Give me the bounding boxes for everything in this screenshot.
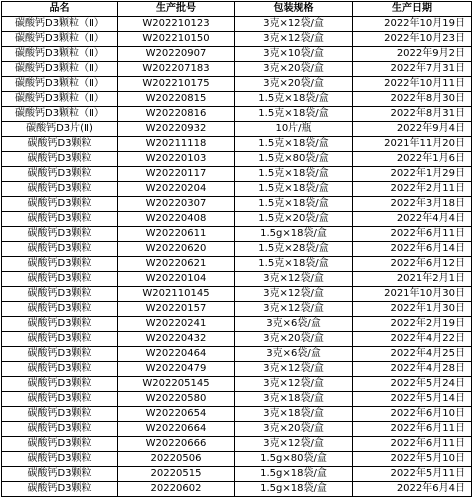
cell-batch-number: 20220506 xyxy=(118,452,235,467)
cell-batch-number: W202210123 xyxy=(118,17,235,32)
cell-product-name: 碳酸钙D3颗粒 xyxy=(2,407,118,422)
cell-production-date: 2022年5月24日 xyxy=(353,377,472,392)
header-production-date: 生产日期 xyxy=(353,2,472,17)
cell-production-date: 2022年10月23日 xyxy=(353,32,472,47)
cell-package-spec: 3克×12袋/盒 xyxy=(235,17,353,32)
table-row xyxy=(2,452,472,467)
table-row xyxy=(2,437,472,452)
cell-product-name: 碳酸钙D3颗粒（Ⅱ） xyxy=(2,17,118,32)
cell-production-date: 2022年4月25日 xyxy=(353,347,472,362)
table-row xyxy=(2,107,472,122)
cell-product-name: 碳酸钙D3颗粒 xyxy=(2,212,118,227)
header-package-spec: 包装规格 xyxy=(235,2,353,17)
cell-package-spec: 3克×6袋/盒 xyxy=(235,347,353,362)
cell-product-name: 碳酸钙D3颗粒 xyxy=(2,152,118,167)
cell-batch-number: W202210175 xyxy=(118,77,235,92)
cell-batch-number: W20220666 xyxy=(118,437,235,452)
header-row xyxy=(2,2,472,17)
cell-package-spec: 1.5克×18袋/盒 xyxy=(235,92,353,107)
table-row xyxy=(2,62,472,77)
cell-batch-number: W20220932 xyxy=(118,122,235,137)
cell-product-name: 碳酸钙D3颗粒（Ⅱ） xyxy=(2,77,118,92)
table-row xyxy=(2,197,472,212)
cell-production-date: 2022年5月10日 xyxy=(353,452,472,467)
table-row xyxy=(2,422,472,437)
cell-package-spec: 3克×20袋/盒 xyxy=(235,62,353,77)
cell-package-spec: 3克×18袋/盒 xyxy=(235,407,353,422)
cell-package-spec: 3克×12袋/盒 xyxy=(235,32,353,47)
cell-package-spec: 3克×12袋/盒 xyxy=(235,362,353,377)
cell-product-name: 碳酸钙D3颗粒 xyxy=(2,332,118,347)
cell-batch-number: W20220432 xyxy=(118,332,235,347)
cell-batch-number: W20220664 xyxy=(118,422,235,437)
cell-product-name: 碳酸钙D3颗粒 xyxy=(2,452,118,467)
cell-production-date: 2022年6月11日 xyxy=(353,437,472,452)
table-row xyxy=(2,32,472,47)
cell-batch-number: W20220104 xyxy=(118,272,235,287)
cell-product-name: 碳酸钙D3颗粒 xyxy=(2,482,118,497)
cell-production-date: 2022年4月28日 xyxy=(353,362,472,377)
cell-production-date: 2022年10月19日 xyxy=(353,17,472,32)
table-row xyxy=(2,317,472,332)
table-row xyxy=(2,407,472,422)
cell-production-date: 2022年6月11日 xyxy=(353,227,472,242)
cell-package-spec: 1.5g×18袋/盒 xyxy=(235,482,353,497)
table-row xyxy=(2,377,472,392)
cell-product-name: 碳酸钙D3颗粒 xyxy=(2,257,118,272)
cell-production-date: 2022年2月19日 xyxy=(353,317,472,332)
cell-package-spec: 1.5克×28袋/盒 xyxy=(235,242,353,257)
table-row xyxy=(2,347,472,362)
cell-product-name: 碳酸钙D3颗粒（Ⅱ） xyxy=(2,107,118,122)
table-row xyxy=(2,122,472,137)
cell-product-name: 碳酸钙D3颗粒（Ⅱ） xyxy=(2,32,118,47)
cell-batch-number: 20220515 xyxy=(118,467,235,482)
cell-product-name: 碳酸钙D3颗粒 xyxy=(2,467,118,482)
cell-production-date: 2022年1月6日 xyxy=(353,152,472,167)
cell-package-spec: 3克×10袋/盒 xyxy=(235,47,353,62)
cell-batch-number: W20211118 xyxy=(118,137,235,152)
table-row xyxy=(2,212,472,227)
cell-batch-number: W20220103 xyxy=(118,152,235,167)
cell-product-name: 碳酸钙D3颗粒 xyxy=(2,167,118,182)
table-row xyxy=(2,392,472,407)
cell-batch-number: W20220620 xyxy=(118,242,235,257)
cell-product-name: 碳酸钙D3颗粒（Ⅱ） xyxy=(2,92,118,107)
cell-batch-number: W202207183 xyxy=(118,62,235,77)
cell-package-spec: 3克×18袋/盒 xyxy=(235,392,353,407)
cell-production-date: 2021年10月30日 xyxy=(353,287,472,302)
cell-package-spec: 3克×12袋/盒 xyxy=(235,302,353,317)
cell-product-name: 碳酸钙D3颗粒 xyxy=(2,362,118,377)
table-row xyxy=(2,17,472,32)
product-batch-table xyxy=(1,1,472,497)
cell-product-name: 碳酸钙D3颗粒 xyxy=(2,392,118,407)
cell-production-date: 2021年2月1日 xyxy=(353,272,472,287)
cell-product-name: 碳酸钙D3片(Ⅱ) xyxy=(2,122,118,137)
cell-production-date: 2022年3月18日 xyxy=(353,197,472,212)
cell-production-date: 2022年1月29日 xyxy=(353,167,472,182)
table-row xyxy=(2,47,472,62)
cell-package-spec: 1.5克×18袋/盒 xyxy=(235,107,353,122)
cell-batch-number: W202205145 xyxy=(118,377,235,392)
cell-product-name: 碳酸钙D3颗粒 xyxy=(2,137,118,152)
cell-production-date: 2022年6月11日 xyxy=(353,422,472,437)
cell-package-spec: 10片/瓶 xyxy=(235,122,353,137)
cell-product-name: 碳酸钙D3颗粒 xyxy=(2,272,118,287)
cell-product-name: 碳酸钙D3颗粒 xyxy=(2,302,118,317)
cell-production-date: 2021年11月20日 xyxy=(353,137,472,152)
cell-package-spec: 1.5克×18袋/盒 xyxy=(235,137,353,152)
cell-product-name: 碳酸钙D3颗粒 xyxy=(2,227,118,242)
table-row xyxy=(2,482,472,497)
cell-production-date: 2022年4月22日 xyxy=(353,332,472,347)
cell-product-name: 碳酸钙D3颗粒 xyxy=(2,437,118,452)
cell-package-spec: 1.5克×80袋/盒 xyxy=(235,152,353,167)
cell-batch-number: W20220307 xyxy=(118,197,235,212)
cell-batch-number: W20220580 xyxy=(118,392,235,407)
cell-batch-number: W202110145 xyxy=(118,287,235,302)
cell-batch-number: W20220204 xyxy=(118,182,235,197)
cell-batch-number: W20220611 xyxy=(118,227,235,242)
table-row xyxy=(2,332,472,347)
cell-batch-number: 20220602 xyxy=(118,482,235,497)
table-row xyxy=(2,182,472,197)
cell-package-spec: 1.5克×18袋/盒 xyxy=(235,167,353,182)
cell-production-date: 2022年6月10日 xyxy=(353,407,472,422)
cell-production-date: 2022年8月30日 xyxy=(353,92,472,107)
cell-package-spec: 3克×12袋/盒 xyxy=(235,287,353,302)
cell-product-name: 碳酸钙D3颗粒 xyxy=(2,347,118,362)
header-batch-number: 生产批号 xyxy=(118,2,235,17)
cell-production-date: 2022年5月14日 xyxy=(353,392,472,407)
cell-batch-number: W20220408 xyxy=(118,212,235,227)
cell-product-name: 碳酸钙D3颗粒 xyxy=(2,377,118,392)
cell-package-spec: 3克×12袋/盒 xyxy=(235,377,353,392)
table-row xyxy=(2,242,472,257)
cell-package-spec: 1.5g×80袋/盒 xyxy=(235,452,353,467)
cell-batch-number: W20220621 xyxy=(118,257,235,272)
cell-package-spec: 3克×6袋/盒 xyxy=(235,317,353,332)
cell-product-name: 碳酸钙D3颗粒 xyxy=(2,422,118,437)
cell-production-date: 2022年10月11日 xyxy=(353,77,472,92)
cell-batch-number: W202210150 xyxy=(118,32,235,47)
table-row xyxy=(2,467,472,482)
cell-package-spec: 1.5克×18袋/盒 xyxy=(235,257,353,272)
cell-batch-number: W20220907 xyxy=(118,47,235,62)
cell-production-date: 2022年1月30日 xyxy=(353,302,472,317)
header-product-name: 品名 xyxy=(2,2,118,17)
table-row xyxy=(2,227,472,242)
table-row xyxy=(2,137,472,152)
cell-batch-number: W20220815 xyxy=(118,92,235,107)
cell-package-spec: 1.5克×18袋/盒 xyxy=(235,197,353,212)
table-body xyxy=(2,17,472,497)
table-row xyxy=(2,272,472,287)
cell-package-spec: 3克×12袋/盒 xyxy=(235,272,353,287)
table-row xyxy=(2,77,472,92)
cell-batch-number: W20220654 xyxy=(118,407,235,422)
cell-production-date: 2022年7月31日 xyxy=(353,62,472,77)
cell-product-name: 碳酸钙D3颗粒（Ⅱ） xyxy=(2,47,118,62)
cell-product-name: 碳酸钙D3颗粒 xyxy=(2,317,118,332)
cell-batch-number: W20220816 xyxy=(118,107,235,122)
cell-production-date: 2022年5月11日 xyxy=(353,467,472,482)
table-row xyxy=(2,92,472,107)
cell-package-spec: 3克×20袋/盒 xyxy=(235,332,353,347)
table-row xyxy=(2,257,472,272)
cell-batch-number: W20220241 xyxy=(118,317,235,332)
cell-package-spec: 1.5克×20袋/盒 xyxy=(235,212,353,227)
cell-product-name: 碳酸钙D3颗粒 xyxy=(2,242,118,257)
table-row xyxy=(2,167,472,182)
cell-batch-number: W20220464 xyxy=(118,347,235,362)
cell-product-name: 碳酸钙D3颗粒 xyxy=(2,287,118,302)
cell-product-name: 碳酸钙D3颗粒（Ⅱ） xyxy=(2,62,118,77)
cell-package-spec: 3克×20袋/盒 xyxy=(235,422,353,437)
cell-production-date: 2022年6月4日 xyxy=(353,482,472,497)
cell-production-date: 2022年8月31日 xyxy=(353,107,472,122)
cell-production-date: 2022年2月11日 xyxy=(353,182,472,197)
cell-production-date: 2022年6月14日 xyxy=(353,242,472,257)
cell-batch-number: W20220479 xyxy=(118,362,235,377)
table-row xyxy=(2,362,472,377)
cell-package-spec: 3克×12袋/盒 xyxy=(235,437,353,452)
cell-production-date: 2022年4月4日 xyxy=(353,212,472,227)
table-row xyxy=(2,302,472,317)
cell-batch-number: W20220157 xyxy=(118,302,235,317)
cell-package-spec: 1.5g×18袋/盒 xyxy=(235,227,353,242)
cell-product-name: 碳酸钙D3颗粒 xyxy=(2,197,118,212)
cell-production-date: 2022年6月12日 xyxy=(353,257,472,272)
cell-production-date: 2022年9月4日 xyxy=(353,122,472,137)
cell-package-spec: 1.5克×18袋/盒 xyxy=(235,182,353,197)
cell-package-spec: 1.5g×18袋/盒 xyxy=(235,467,353,482)
table-row xyxy=(2,287,472,302)
cell-production-date: 2022年9月2日 xyxy=(353,47,472,62)
table-row xyxy=(2,152,472,167)
cell-product-name: 碳酸钙D3颗粒 xyxy=(2,182,118,197)
cell-batch-number: W20220117 xyxy=(118,167,235,182)
cell-package-spec: 3克×20袋/盒 xyxy=(235,77,353,92)
